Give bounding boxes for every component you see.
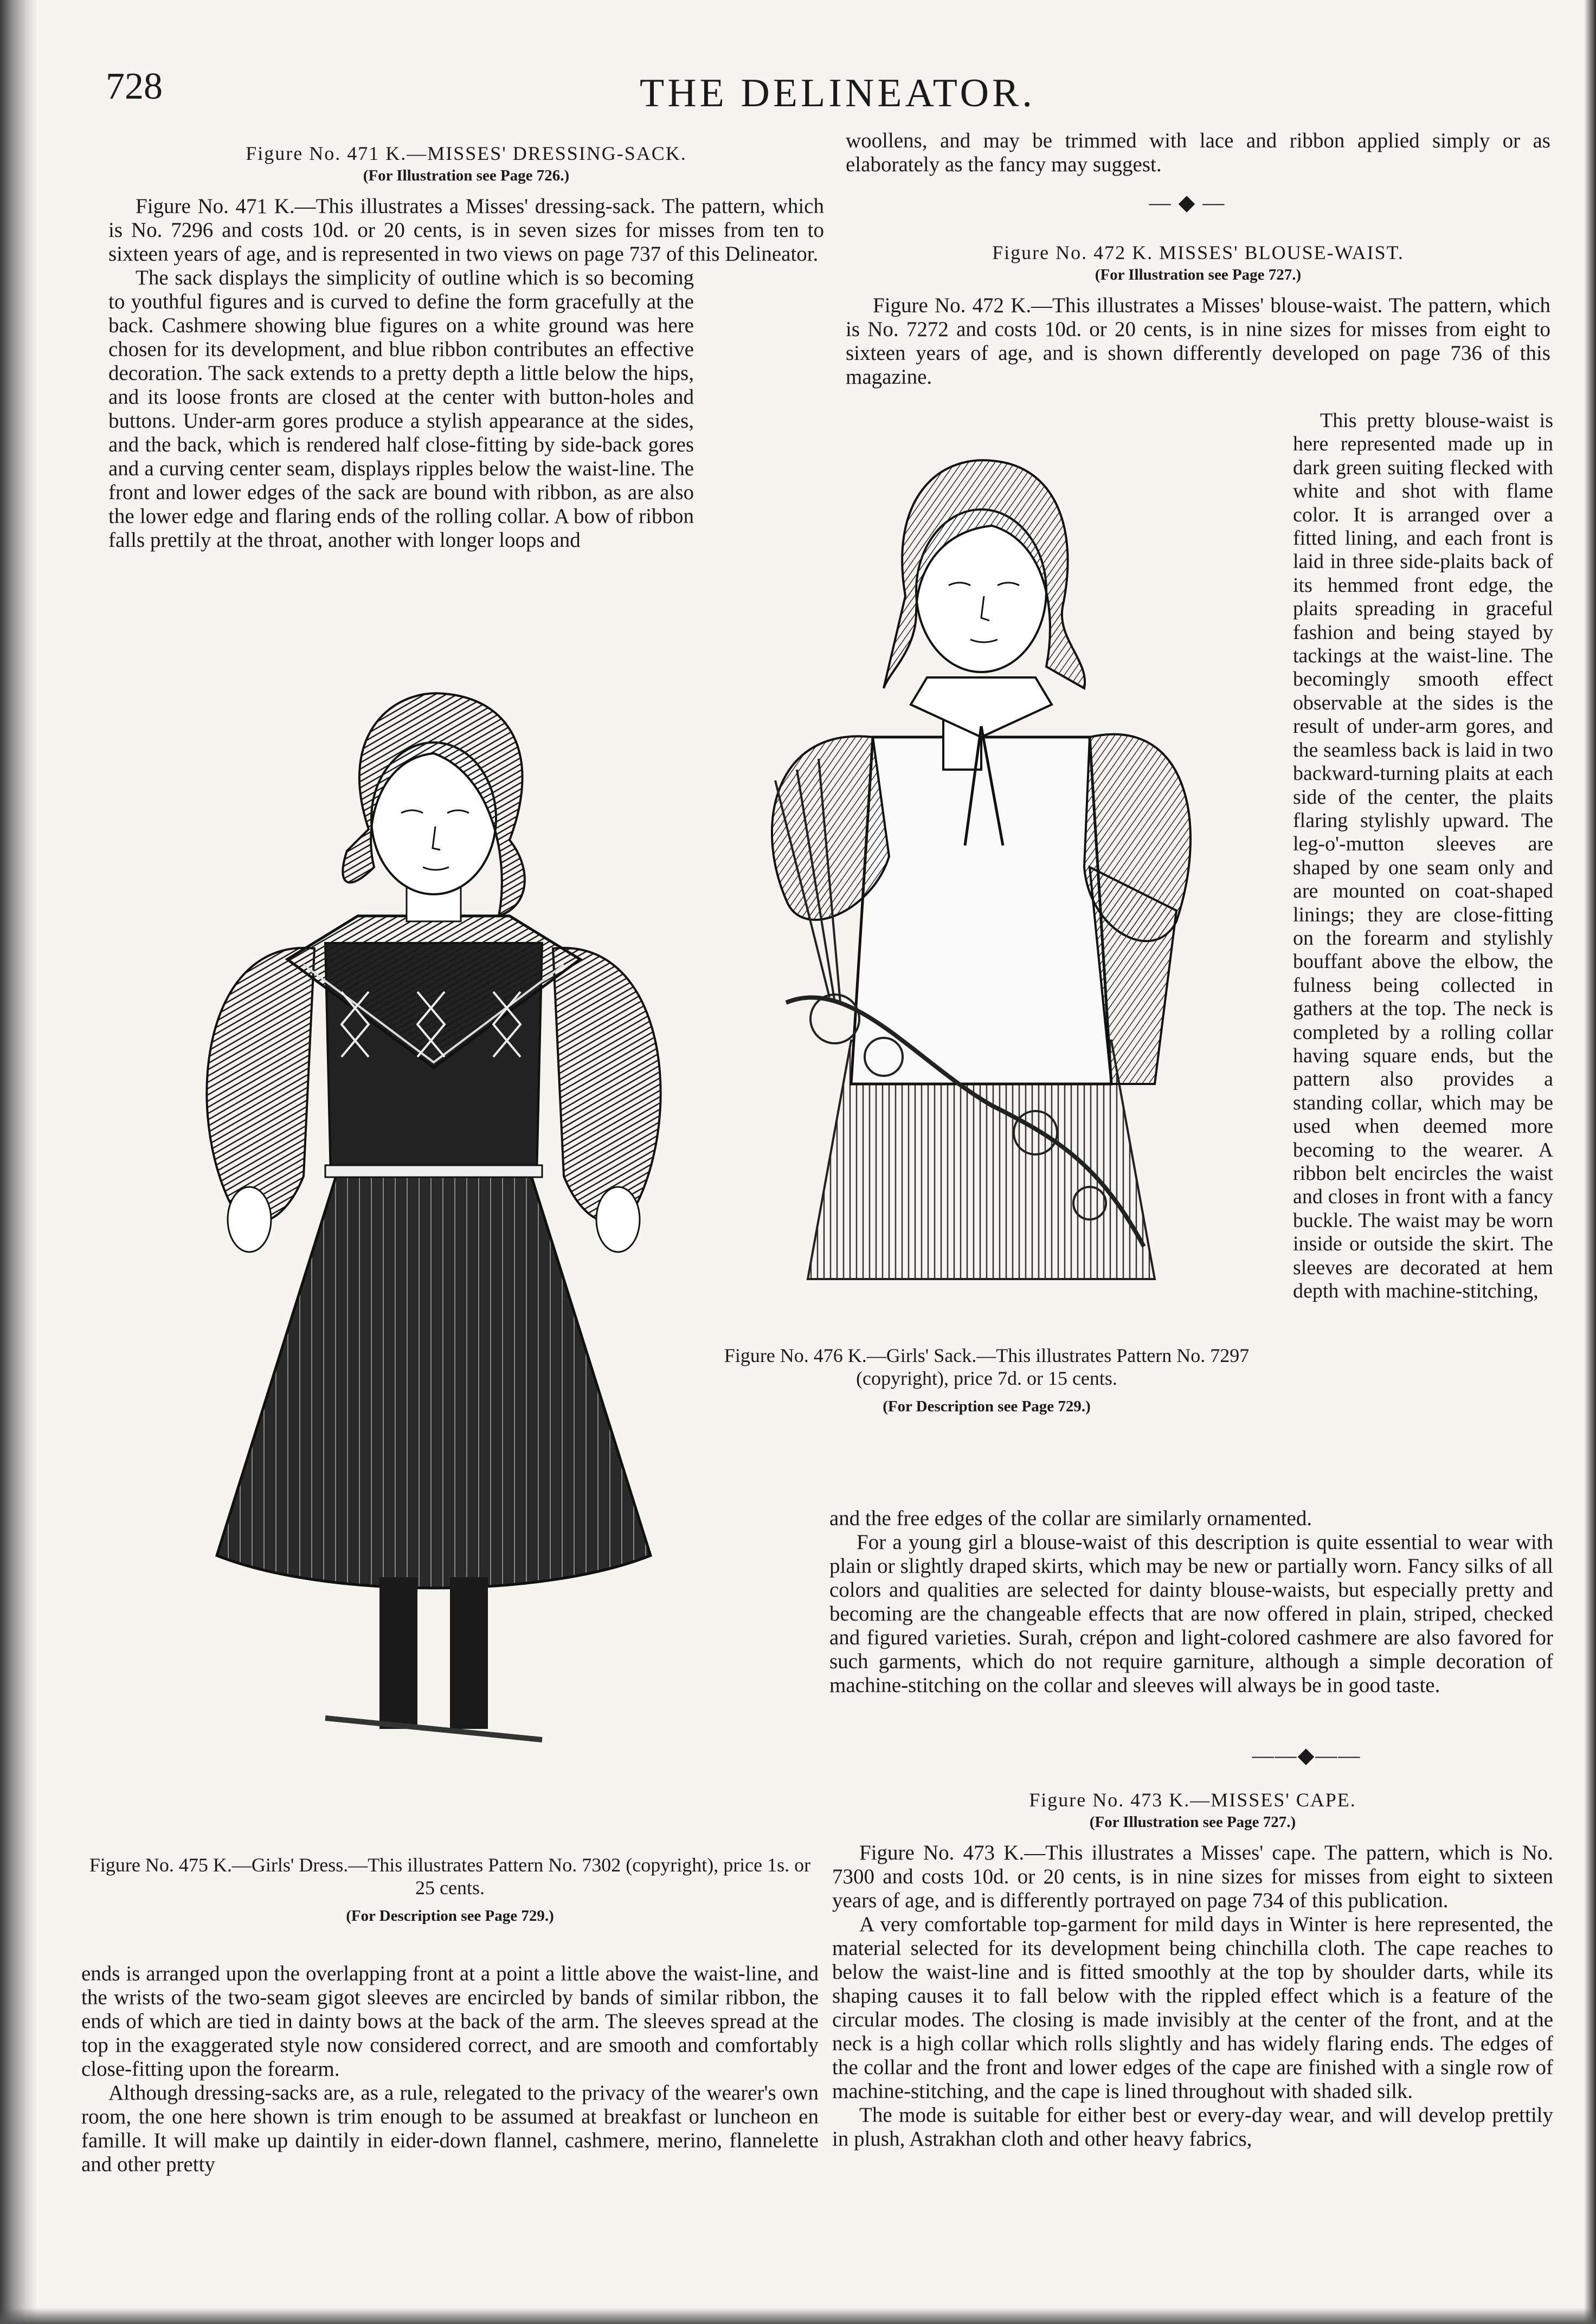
article-472k: [846, 241, 1550, 389]
intro-472k: [846, 294, 1550, 389]
paragraph: Figure No. 473 K.—This illustrates a Misses' cape. The pattern, which is No. 7300 and costs 10d. or 20 cents, is in nine sizes for misses from eight to sixteen years of age, and is differently portrayed on page 734 of this publication.: [832, 1841, 1553, 1912]
caption-text: Figure No. 476 K.—Girls' Sack.—This illustrates Pattern No. 7297 (copyright), price 7d. or 15 cents.: [724, 1345, 1250, 1389]
continuation-text: [846, 129, 1550, 177]
illustration-girls-dress: [163, 688, 705, 1761]
paragraph: Figure No. 472 K.—This illustrates a Misses' blouse-waist. The pattern, which is No. 7272 and costs 10d. or 20 cents, is in nine sizes for misses from eight to sixteen years of age, and is shown differently developed on page 736 of this magazine.: [846, 294, 1550, 389]
paragraph: woollens, and may be trimmed with lace and ribbon applied simply or as elaborately as the fancy may suggest.: [846, 129, 1550, 176]
paragraph: The mode is suitable for either best or every-day wear, and will develop prettily in plush, Astrakhan cloth and other heavy fabrics,: [832, 2103, 1553, 2151]
heading-472k: Figure No. 472 K. MISSES' BLOUSE-WAIST.: [992, 242, 1404, 263]
narrow-column-472k: [1293, 409, 1553, 1303]
caption-text: Figure No. 475 K.—Girls' Dress.—This illustrates Pattern No. 7302 (copyright), price 1s. or 25 cents.: [89, 1854, 811, 1899]
article-471k-continued: [81, 1962, 819, 2177]
running-head: THE DELINEATOR.: [640, 71, 1035, 115]
paragraph: For a young girl a blouse-waist of this description is quite essential to wear with plain or slightly draped skirts, which may be new or partially worn. Fancy silks of all colors and qualities are selected for dainty blouse-waists, but especially pretty and becoming are the changeable effects that are now offered in plain, striped, checked and figured varieties. Surah, crépon and light-colored cashmere are also favored for such garments, which do not require garniture, although a simple decoration of machine-stitching on the collar and sleeves will always be in good taste.: [829, 1531, 1553, 1697]
body-473k: [832, 1841, 1553, 2151]
body-471k-continued: [81, 1962, 819, 2177]
paragraph: and the free edges of the collar are similarly ornamented.: [829, 1507, 1312, 1530]
heading-471k: Figure No. 471 K.—MISSES' DRESSING-SACK.: [246, 143, 687, 164]
binding-shadow: [0, 0, 38, 2324]
caption-fig476: [716, 1344, 1258, 1418]
body-472k-continued: [829, 1507, 1553, 1697]
paragraph: A very comfortable top-garment for mild days in Winter is here represented, the material selected for its development being chinchilla cloth. The cape reaches to below the waist-line and is fitted smoothly at the top by shoulder darts, while its shaping causes it to fall below with the rippled effect which is a feature of the circular modes. The closing is made invisibly at the center of the front, and at the neck is a high collar which rolls slightly and has widely flaring ends. The edges of the collar and the front and lower edges of the cape are finished with a single row of machine-stitching, and the cape is lined throughout with shaded silk.: [832, 1913, 1553, 2103]
subheading-473k: (For Illustration see Page 727.): [1089, 1813, 1296, 1831]
article-473k: [832, 1789, 1553, 2151]
article-472k-continued: [829, 1507, 1553, 1697]
paragraph: Figure No. 471 K.—This illustrates a Misses' dressing-sack. The pattern, which is No. 7296 and costs 10d. or 20 cents, is in seven sizes for misses from ten to sixteen years of age, and is represented in two views on page 737 of this Delineator.: [108, 195, 824, 266]
paragraph: This pretty blouse-waist is here represented made up in dark green suiting flecked with white and shot with flame color. It is arranged over a fitted lining, and each front is laid in three side-plaits back of its hemmed front edge, the plaits spreading in graceful fashion and being stayed by tackings at the waist-line. The becomingly smooth effect observable at the sides is the result of under-arm gores, and the seamless back is laid in two backward-turning plaits at each side of the center, the plaits flaring stylishly upward. The leg-o'-mutton sleeves are shaped by one seam only and are mounted on coat-shaped linings; they are close-fitting on the forearm and stylishly bouffant above the elbow, the fulness being collected in gathers at the top. The neck is completed by a rolling collar having square ends, but the pattern also provides a standing collar, which may be used when deemed more becoming to the wearer. A ribbon belt encircles the waist and closes in front with a fancy buckle. The waist may be worn inside or outside the skirt. The sleeves are decorated at hem depth with machine-stitching,: [1293, 409, 1553, 1303]
caption-reference: (For Description see Page 729.): [883, 1398, 1091, 1415]
narrow-text: [1293, 409, 1553, 1303]
right-edge-shadow: [1584, 0, 1596, 2324]
paragraph: The sack displays the simplicity of outline which is so becoming to youthful figures and is curved to define the form gracefully at the back. Cashmere showing blue figures on a white ground was here chosen for its development, and blue ribbon contributes an effective decoration. The sack extends to a pretty depth a little below the hips, and its loose fronts are closed at the center with button-holes and buttons. Under-arm gores produce a stylish appearance at the sides, and the back, which is rendered half close-fitting by side-back gores and a curving center seam, displays ripples below the waist-line. The front and lower edges of the sack are bound with ribbon, as are also the lower edge and flaring ends of the rolling collar. A bow of ribbon falls prettily at the throat, another with longer loops and: [108, 266, 694, 552]
page-number: 728: [106, 66, 163, 107]
continuation-471k: [846, 129, 1550, 177]
caption-fig475: [81, 1854, 819, 1927]
paragraph: ends is arranged upon the overlapping front at a point a little above the waist-line, and the wrists of the two-seam gigot sleeves are encircled by bands of similar ribbon, the ends of which are tied in dainty bows at the back of the arm. The sleeves spread at the top in the exaggerated style now considered correct, and are smooth and comfortably close-fitting upon the forearm.: [81, 1962, 819, 2081]
heading-473k: Figure No. 473 K.—MISSES' CAPE.: [1029, 1789, 1356, 1811]
subheading-472k: (For Illustration see Page 727.): [1095, 266, 1302, 283]
section-ornament: ——◆——: [1252, 1743, 1361, 1767]
paragraph: Although dressing-sacks are, as a rule, relegated to the privacy of the wearer's own room, the one here shown is trim enough to be assumed at breakfast or luncheon en famille. It will make up daintily in eider-down flannel, cashmere, merino, flannelette and other pretty: [81, 2081, 819, 2176]
caption-reference: (For Description see Page 729.): [346, 1907, 554, 1925]
subheading-471k: (For Illustration see Page 726.): [363, 167, 570, 184]
illustration-girls-sack: [710, 434, 1285, 1322]
bottom-edge-shadow: [0, 2308, 1596, 2324]
section-ornament: — ◆ —: [1149, 190, 1226, 215]
